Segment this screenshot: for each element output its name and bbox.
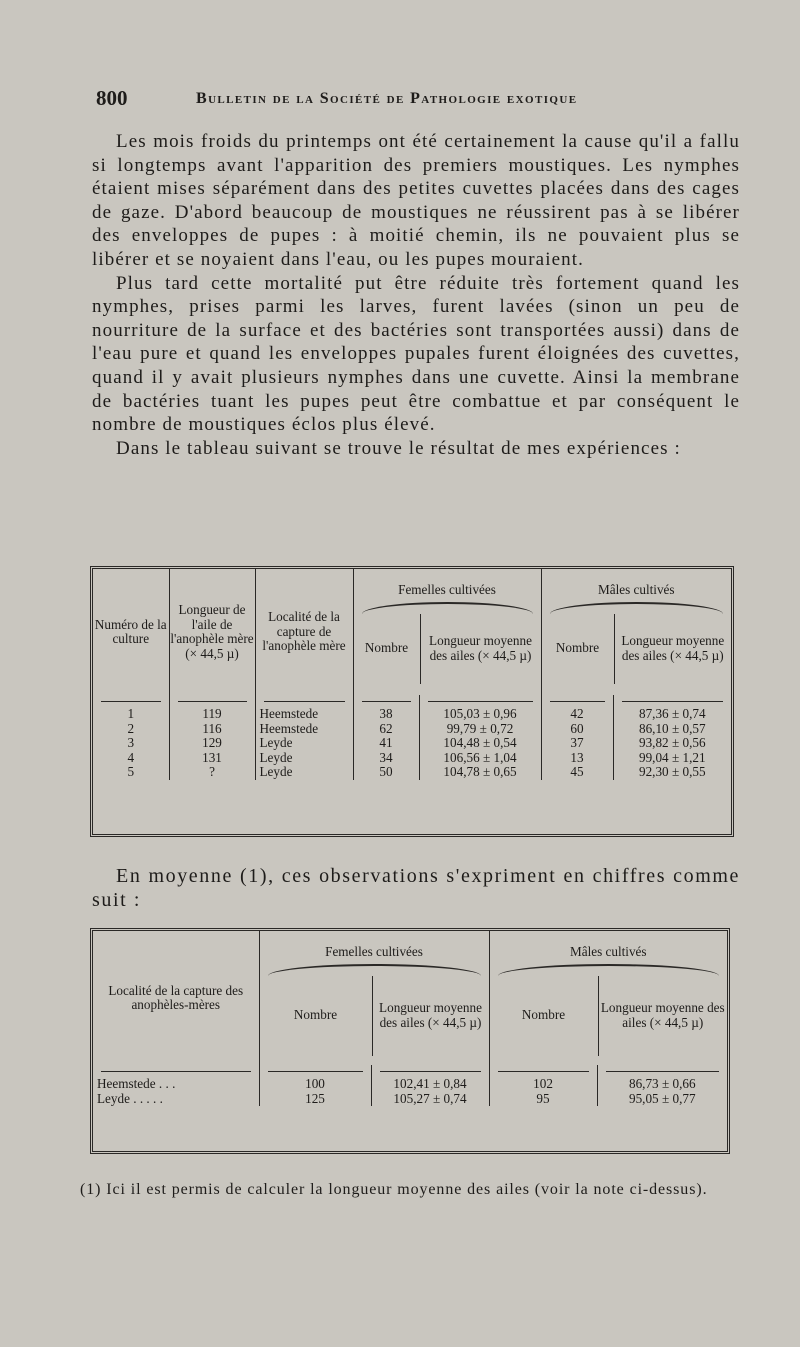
header-longueur-mere: Longueur de l'aile de l'anophèle mère (× 44,5 µ) [169, 569, 255, 695]
paragraph-2: Plus tard cette mortalité put être réduite très fortement quand les nymphes, prises parmi les larves, furent lavées (sinon un peu de nourriture de la surface et des bactéries sont transportées aussi) dans de l'eau pure et quand les enveloppes pupales furent éloignées des cuvettes, quand il y avait plusieurs nymphes dans une cuvette. Ainsi la membrane de bactéries tuant les pupes peut être combattue et par conséquent le nombre de moustiques éclos plus élevé. [92, 272, 740, 436]
averages-table [93, 931, 727, 1106]
cell-localite: Leyde [255, 751, 353, 766]
header-localite: Localité de la capture des anophèles-mères [93, 931, 259, 1065]
cell-males-nombre: 102 [489, 1077, 597, 1092]
header-separator [93, 695, 731, 707]
cell-femelles-longueur: 106,56 ± 1,04 [419, 751, 541, 766]
cell-femelles-nombre: 125 [259, 1092, 371, 1107]
header-femelles: Femelles cultivées [398, 582, 496, 597]
cell-femelles-longueur: 105,03 ± 0,96 [419, 707, 541, 722]
cell-numero: 3 [93, 736, 169, 751]
cell-localite: Heemstede [255, 707, 353, 722]
intro-text [92, 130, 740, 460]
header-males: Mâles cultivés [598, 582, 675, 597]
header-males: Mâles cultivés [570, 944, 647, 959]
brace [498, 964, 720, 976]
cell-femelles-longueur: 104,48 ± 0,54 [419, 736, 541, 751]
brace [268, 964, 481, 976]
header-numero: Numéro de la culture [93, 569, 169, 695]
cell-femelles-longueur: 105,27 ± 0,74 [371, 1092, 489, 1107]
table-row [93, 736, 731, 751]
cell-femelles-nombre: 34 [353, 751, 419, 766]
cell-males-longueur: 86,73 ± 0,66 [628, 1076, 696, 1091]
brace [362, 602, 533, 614]
table-row [93, 765, 731, 780]
table-row [93, 1077, 727, 1092]
table-row [93, 1092, 727, 1107]
cultures-table [93, 569, 731, 780]
header-males-nombre: Nombre [542, 614, 615, 684]
cell-longueur-mere: 131 [169, 751, 255, 766]
cell-longueur-mere: ? [169, 765, 255, 780]
cell-numero: 4 [93, 751, 169, 766]
cell-femelles-nombre: 38 [353, 707, 419, 722]
cell-femelles-nombre: 62 [353, 722, 419, 737]
cell-femelles-longueur: 104,78 ± 0,65 [419, 765, 541, 780]
cell-numero: 5 [93, 765, 169, 780]
paragraph-1: Les mois froids du printemps ont été certainement la cause qu'il a fallu si longtemps avant l'apparition des premiers moustiques. Les nymphes étaient mises séparément dans des petites cuvettes placées dans des cages de gaze. D'abord beaucoup de moustiques ne réussirent pas à se libérer des enveloppes de pupes : à moitié chemin, ils ne pouvaient plus se libérer et se noyaient dans l'eau, ou les pupes mouraient. [92, 131, 740, 270]
cell-males-longueur: 87,36 ± 0,74 [638, 706, 706, 721]
cell-longueur-mere: 119 [169, 707, 255, 722]
header-femelles-longueur: Longueur moyenne des ailes (× 44,5 µ) [429, 633, 532, 663]
cell-males-longueur: 95,05 ± 0,77 [628, 1090, 696, 1106]
cell-males-longueur: 92,30 ± 0,55 [638, 764, 706, 779]
cell-femelles-nombre: 100 [259, 1077, 371, 1092]
cell-numero: 2 [93, 722, 169, 737]
cell-males-nombre: 60 [541, 722, 613, 737]
header-males-longueur: Longueur moyenne des ailes (× 44,5 µ) [621, 633, 725, 663]
cell-males-nombre: 37 [541, 736, 613, 751]
header-femelles-nombre: Nombre [260, 976, 373, 1056]
table-row [93, 722, 731, 737]
header-femelles: Femelles cultivées [325, 944, 423, 959]
cell-longueur-mere: 116 [169, 722, 255, 737]
averages-table-frame [90, 928, 730, 1154]
cell-males-nombre: 95 [489, 1092, 597, 1107]
brace [550, 602, 724, 614]
header-localite: Localité de la capture de l'anophèle mère [255, 569, 353, 695]
header-males-group [489, 931, 727, 1065]
footnote: (1) Ici il est permis de calculer la longueur moyenne des ailes (voir la note ci-dessus). [80, 1181, 708, 1198]
cell-males-nombre: 42 [541, 707, 613, 722]
running-title: Bulletin de la Société de Pathologie exotique [196, 90, 578, 107]
header-males-longueur: Longueur moyenne des ailes (× 44,5 µ) [600, 1000, 725, 1030]
cell-femelles-nombre: 41 [353, 736, 419, 751]
header-males-group [541, 569, 731, 695]
cell-males-longueur: 86,10 ± 0,57 [638, 720, 706, 736]
cultures-table-frame [90, 566, 734, 837]
cell-femelles-longueur: 99,79 ± 0,72 [419, 722, 541, 737]
table-row [93, 751, 731, 766]
cell-localite: Heemstede . . . [93, 1077, 259, 1092]
table-row [93, 707, 731, 722]
cell-localite: Leyde [255, 765, 353, 780]
header-femelles-group [353, 569, 541, 695]
header-femelles-nombre: Nombre [354, 614, 421, 684]
header-femelles-group [259, 931, 489, 1065]
cell-longueur-mere: 129 [169, 736, 255, 751]
cell-males-longueur: 93,82 ± 0,56 [638, 735, 706, 750]
cell-localite: Leyde [255, 736, 353, 751]
header-males-nombre: Nombre [490, 976, 599, 1056]
page-number: 800 [96, 86, 128, 110]
cell-localite: Heemstede [255, 722, 353, 737]
cell-males-longueur: 99,04 ± 1,21 [638, 749, 706, 765]
cell-femelles-nombre: 50 [353, 765, 419, 780]
cell-numero: 1 [93, 707, 169, 722]
summary-intro [92, 864, 740, 912]
cell-femelles-longueur: 102,41 ± 0,84 [371, 1077, 489, 1092]
paragraph-3: Dans le tableau suivant se trouve le résultat de mes expériences : [116, 437, 681, 459]
paragraph-4: En moyenne (1), ces observations s'expriment en chiffres comme suit : [92, 865, 740, 911]
cell-localite: Leyde . . . . . [93, 1092, 259, 1107]
cell-males-nombre: 45 [541, 765, 613, 780]
header-femelles-longueur: Longueur moyenne des ailes (× 44,5 µ) [379, 1000, 482, 1030]
cell-males-nombre: 13 [541, 751, 613, 766]
